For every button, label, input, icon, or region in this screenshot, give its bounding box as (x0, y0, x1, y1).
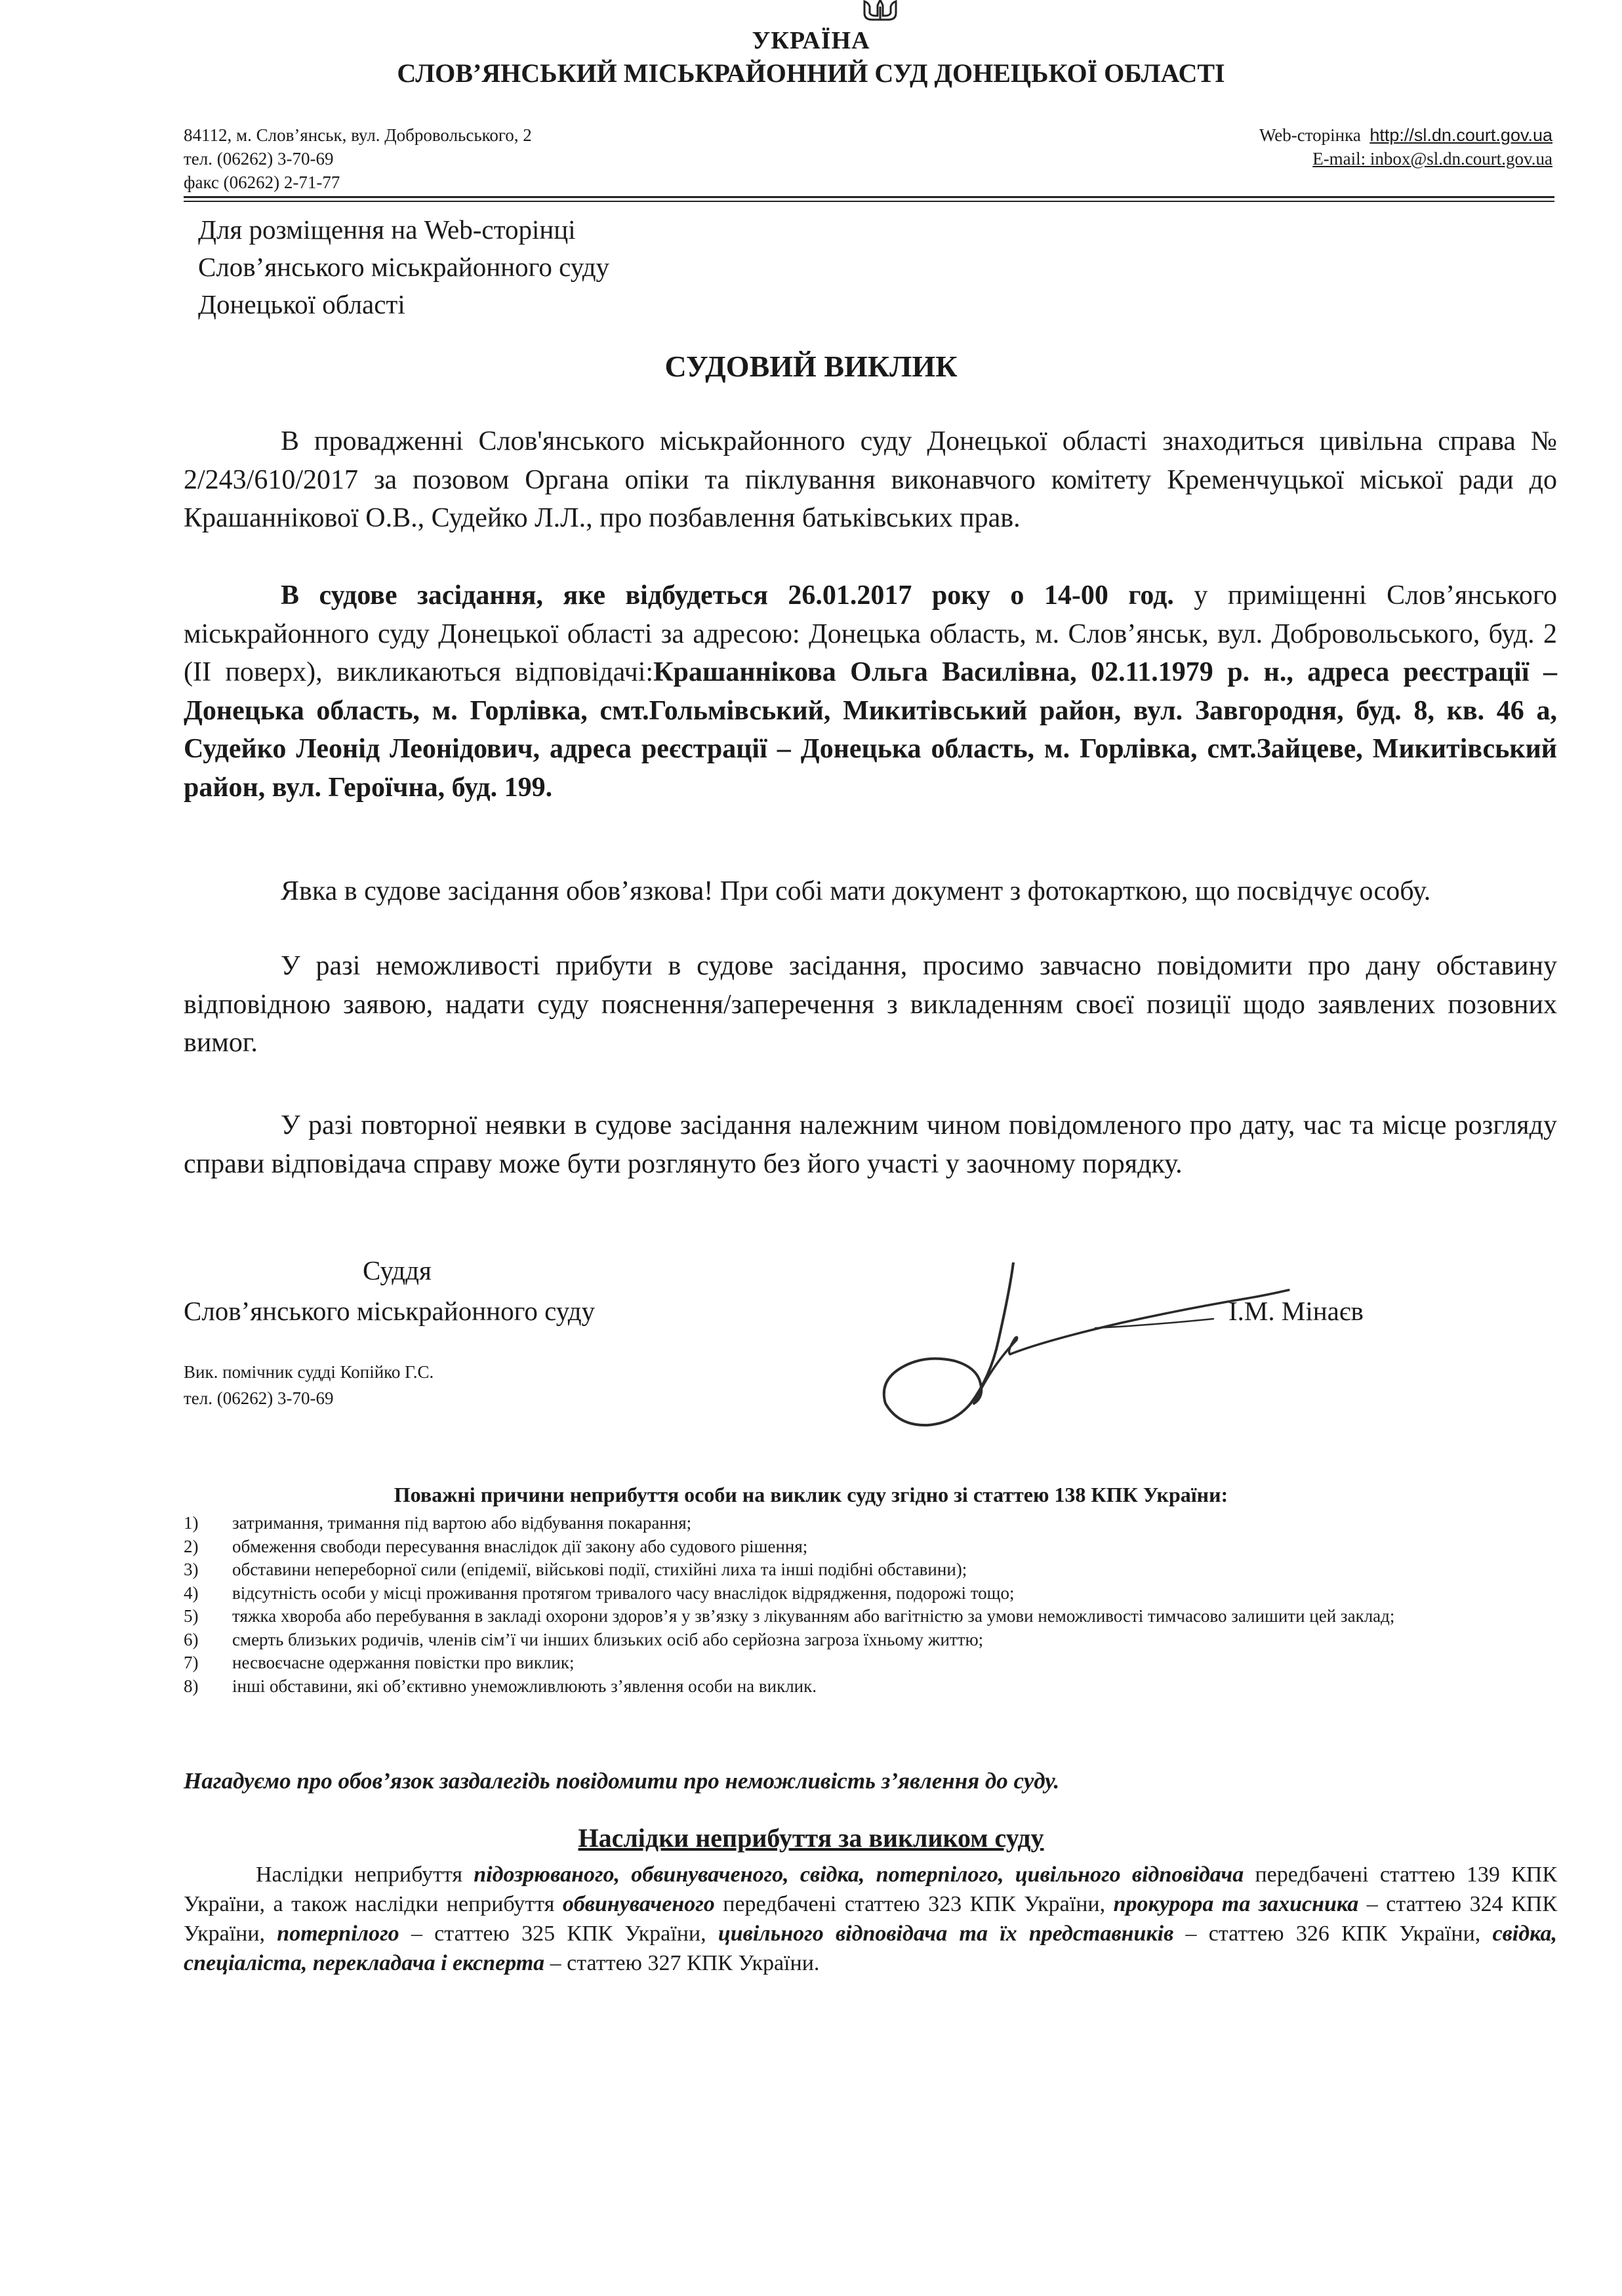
consequences-paragraph (184, 1860, 1557, 1978)
email-link[interactable]: E-mail: inbox@sl.dn.court.gov.ua (1312, 149, 1552, 169)
attendance-text: Явка в судове засідання обов’язкова! При собі мати документ з фотокарткою, що посвідчує особу. (281, 876, 1431, 906)
consequences-emphasis: підозрюваного, обвинуваченого, свідка, потерпілого, цивільного відповідача (474, 1863, 1244, 1887)
case-text: В провадженні Слов'янського міськрайонного суду Донецької області знаходиться цивільна справа № 2/243/610/2017 за позовом Органа опіки та піклування виконавчого комітету Кременчуцької міської ради до Крашаннікової О.В., Судейко Л.Л., про позбавлення батьківських прав. (184, 426, 1557, 533)
list-item (184, 1582, 1557, 1605)
reminder-note: Нагадуємо про обов’язок заздалегідь повідомити про неможливість з’явлення до суду. (184, 1768, 1060, 1794)
list-item-number: 2) (184, 1536, 199, 1556)
recipient-line: Донецької області (198, 289, 405, 319)
defendants-text: Крашаннікова Ольга Василівна, 02.11.1979 р. н., адреса реєстрації – Донецька область, м. Горлівка, смт.Гольмівський, Микитівський район, вул. Завгородня, буд. 8, кв. 46 а, Судейко Леонід Леонідович, адреса реєстрації – Донецька область, м. Горлівка, смт.Зайцеве, Микитівський район, вул. Героїчна, буд. 199. (184, 657, 1557, 803)
absence-text: У разі повторної неявки в судове засідання належним чином повідомленого про дату, час та місце розгляду справи відповідача справу може бути розглянуто без його участі у заочному порядку. (184, 1110, 1557, 1179)
court-web-contacts (1259, 123, 1552, 171)
handwritten-signature (846, 1262, 1292, 1433)
header-divider (184, 196, 1554, 198)
list-item (184, 1605, 1557, 1628)
list-item (184, 1675, 1557, 1699)
hearing-date-text: В судове засідання, яке відбудеться 26.01.2017 року о 14-00 год. (281, 580, 1174, 611)
attendance-paragraph (184, 872, 1557, 911)
consequences-text: передбачені статтею 323 КПК України, (714, 1892, 1114, 1916)
reasons-heading: Поважні причини неприбуття особи на виклик суду згідно зі статтею 138 КПК України: (394, 1483, 1228, 1506)
consequences-emphasis: цивільного відповідача та їх представників (718, 1922, 1174, 1946)
consequences-emphasis: потерпілого (277, 1922, 399, 1946)
hearing-paragraph (184, 576, 1557, 807)
list-item-text: затримання, тримання під вартою або відбування покарання; (232, 1513, 692, 1533)
recipient-block (198, 211, 609, 323)
list-item-number: 1) (184, 1513, 199, 1533)
consequences-emphasis: обвинуваченого (562, 1892, 715, 1916)
court-address: 84112, м. Слов’янськ, вул. Добровольського, 2 (184, 125, 532, 145)
list-item-text: відсутність особи у місці проживання протягом тривалого часу внаслідок відрядження, подорожі тощо; (232, 1582, 1015, 1603)
list-item (184, 1628, 1557, 1652)
header-divider-thin (184, 201, 1554, 202)
assistant-info (184, 1359, 434, 1411)
judge-name: І.М. Мінаєв (1228, 1296, 1364, 1326)
assistant-name: Вик. помічник судді Копійко Г.С. (184, 1362, 434, 1382)
list-item-number: 7) (184, 1653, 199, 1672)
recipient-line: Слов’янського міськрайонного суду (198, 252, 610, 282)
case-paragraph (184, 422, 1557, 538)
list-item-text: тяжка хвороба або перебування в закладі охорони здоров’я у зв’язку з лікуванням або вагітністю за умови неможливості тимчасово залишити цей заклад; (232, 1606, 1395, 1626)
assistant-phone: тел. (06262) 3-70-69 (184, 1388, 334, 1408)
list-item-text: несвоєчасне одержання повістки про виклик; (232, 1653, 575, 1672)
list-item-text: смерть близьких родичів, членів сім’ї чи інших близьких осіб або серйозна загроза їхньому життю; (232, 1629, 984, 1649)
list-item-text: обмеження свободи пересування внаслідок дії закону або судового рішення; (232, 1536, 808, 1556)
list-item-number: 5) (184, 1606, 199, 1626)
judge-title: Суддя (363, 1255, 432, 1285)
list-item (184, 1535, 1557, 1559)
notice-paragraph (184, 947, 1557, 1062)
list-item (184, 1651, 1557, 1675)
web-label: Web-сторінка (1259, 125, 1361, 145)
court-name: СЛОВ’ЯНСЬКИЙ МІСЬКРАЙОННИЙ СУД ДОНЕЦЬКОЇ ОБЛАСТІ (397, 58, 1225, 88)
web-link[interactable]: http://sl.dn.court.gov.ua (1369, 125, 1552, 145)
consequences-text: Наслідки неприбуття (256, 1863, 474, 1887)
recipient-line: Для розміщення на Web-сторінці (198, 214, 576, 245)
consequences-heading: Наслідки неприбуття за викликом суду (578, 1823, 1044, 1853)
consequences-text: – статтею 327 КПК України. (544, 1951, 820, 1975)
judge-court: Слов’янського міськрайонного суду (184, 1296, 596, 1326)
list-item-text: обставини непереборної сили (епідемії, військові події, стихійні лиха та інші подібні обставини); (232, 1560, 967, 1579)
list-item-text: інші обставини, які об’єктивно унеможливлюють з’явлення особи на виклик. (232, 1676, 817, 1696)
absence-paragraph (184, 1106, 1557, 1183)
consequences-text: – статтею 324 КПК України, (184, 1892, 1558, 1946)
hearing-place-text: у приміщенні Слов’янського міськрайонного суду Донецької області за адресою: Донецька область, м. Слов’янськ, вул. Добровольського, буд. 2 (ІІ поверх), викликаються відповідачі: (184, 580, 1558, 687)
court-contacts (184, 123, 532, 194)
list-item (184, 1558, 1557, 1582)
reasons-list (184, 1512, 1557, 1698)
country-title: УКРАЇНА (752, 27, 870, 54)
list-item-number: 3) (184, 1560, 199, 1579)
list-item-number: 6) (184, 1629, 199, 1649)
court-fax: факс (06262) 2-71-77 (184, 172, 340, 192)
court-phone: тел. (06262) 3-70-69 (184, 149, 334, 169)
consequences-emphasis: прокурора та захисника (1113, 1892, 1359, 1916)
notice-text: У разі неможливості прибути в судове засідання, просимо завчасно повідомити про дану обставину відповідною заявою, надати суду пояснення/заперечення з викладенням своєї позиції щодо заявлених позовних вимог. (184, 951, 1557, 1058)
consequences-text: – статтею 326 КПК України, (1173, 1922, 1493, 1946)
list-item-number: 4) (184, 1582, 199, 1603)
consequences-text: передбачені статтею 139 КПК України, а також наслідки неприбуття (184, 1863, 1558, 1916)
document-title: СУДОВИЙ ВИКЛИК (664, 350, 958, 383)
list-item (184, 1512, 1557, 1535)
consequences-text: – статтею 325 КПК України, (399, 1922, 718, 1946)
list-item-number: 8) (184, 1676, 199, 1696)
trident-emblem-icon (859, 0, 901, 22)
consequences-emphasis: свідка, спеціаліста, перекладача і експерта (184, 1922, 1557, 1975)
